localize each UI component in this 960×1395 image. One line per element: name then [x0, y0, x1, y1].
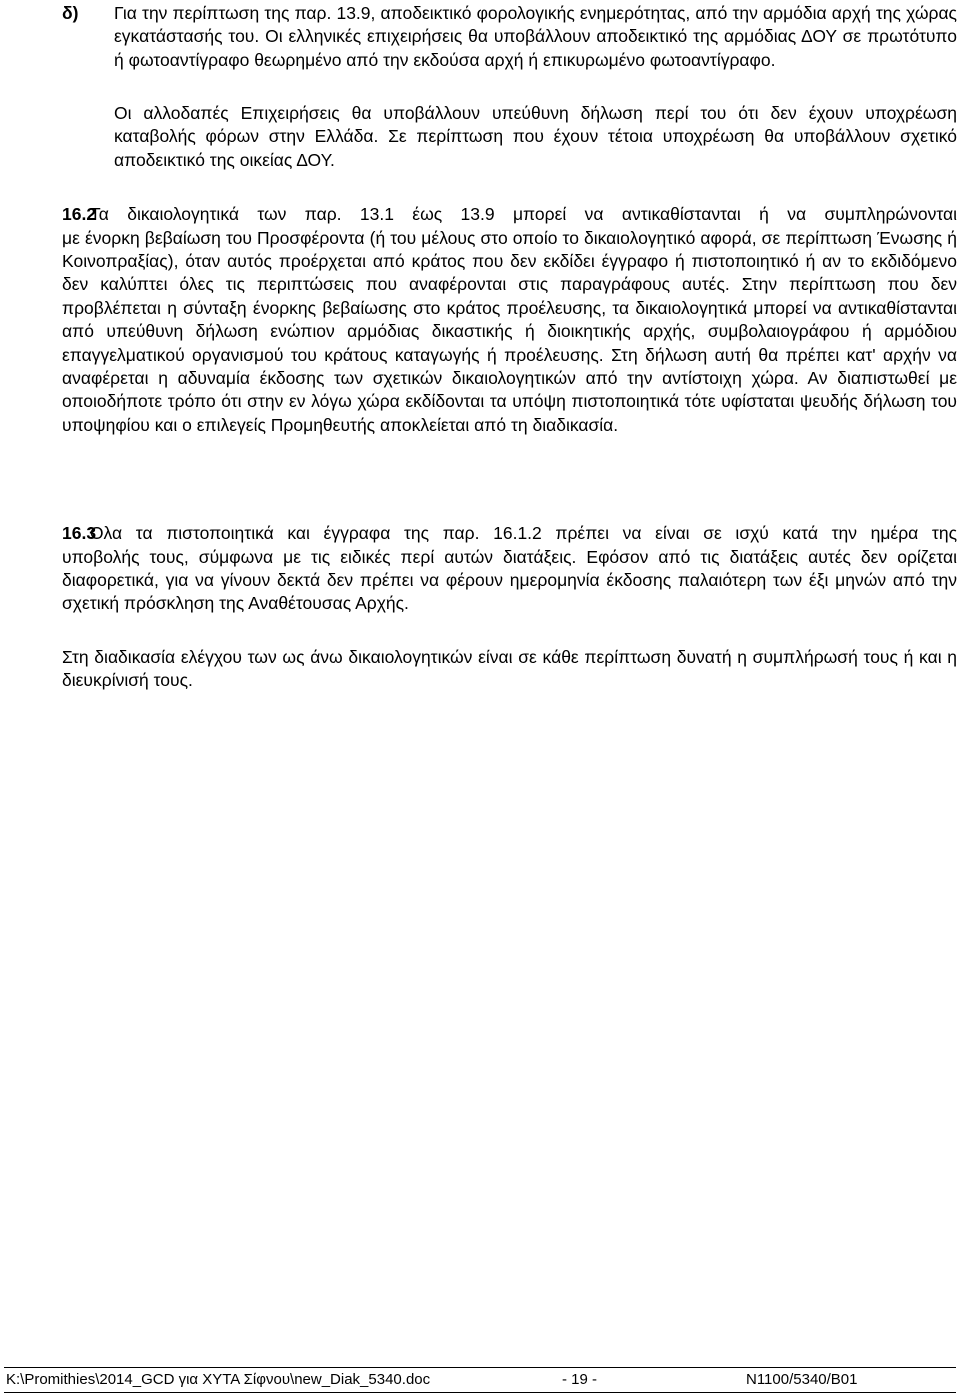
section-16-3-first-line: Όλα τα πιστοποιητικά και έγγραφα της παρ. 16.1.2 πρέπει να είναι σε ισχύ κατά την ημέρα της: [90, 523, 957, 543]
section-16-2-number: 16.2: [62, 204, 97, 224]
section-d-marker: δ): [62, 3, 79, 23]
footer-file-path: K:\Promithies\2014_GCD για ΧΥΤΑ Σίφνου\new_Diak_5340.doc: [6, 1371, 431, 1388]
section-16-2-text: με ένορκη βεβαίωση του Προσφέροντα (ή του μέλους στο οποίο το δικαιολογητικό αφορά, σε περίπτωση Ένωσης ή Κοινοπραξίας), όταν αυτός προέρχεται από κράτος που δεν εκδίδει έγγραφο ή πιστοποιητικό ή αν το εκδιδόμενο δεν καλύπτει όλες τις περιπτώσεις που αναφέρονται στις παραγράφους αυτές. Στην περίπτωση που δεν προβλέπεται η σύνταξη ένορκης βεβαίωσης στο κράτος προέλευσης, τα δικαιολογητικά μπορεί να αντικαθίστανται από υπεύθυνη δήλωση ενώπιον αρμόδιας δικαστικής ή διοικητικής αρχής, συμβολαιογράφου ή αρμόδιου επαγγελματικού οργανισμού του κράτους καταγωγής ή προέλευσης. Στη δήλωση αυτή θα πρέπει κατ' αρχήν να αναφέρεται η αδυναμία έκδοσης των σχετικών δικαιολογητικών από την αντίστοιχη χώρα. Αν διαπιστωθεί με οποιοδήποτε τρόπο ότι στην εν λόγω χώρα εκδίδονται τα υπόψη πιστοποιητικά τότε υφίσταται ψευδής δήλωση του υποψηφίου και ο επιλεγείς Προμηθευτής αποκλείεται από τη διαδικασία.: [62, 227, 957, 435]
section-16-3-text: υποβολής τους, σύμφωνα με τις ειδικές περί αυτών διατάξεις. Εφόσον από τις διατάξεις αυτές δεν ορίζεται διαφορετικά, για να γίνουν δεκτά δεν πρέπει να φέρουν ημερομηνία έκδοσης παλαιότερη των έξι μηνών από την σχετική πρόσκληση της Αναθέτουσας Αρχής.: [62, 546, 957, 614]
page-footer: [4, 1367, 956, 1393]
footer-page-number: - 19 -: [562, 1371, 598, 1388]
section-16-3-number: 16.3: [62, 523, 97, 543]
section-d-paragraph-1: Για την περίπτωση της παρ. 13.9, αποδεικτικό φορολογικής ενημερότητας, από την αρμόδια αρχή της χώρας εγκατάστασής του. Οι ελληνικές επιχειρήσεις θα υποβάλλουν αποδεικτικό της αρμόδιας ΔΟΥ σε πρωτότυπο ή φωτοαντίγραφο θεωρημένο από την εκδούσα αρχή ή επικυρωμένο φωτοαντίγραφο.: [114, 3, 957, 70]
closing-paragraph: Στη διαδικασία ελέγχου των ως άνω δικαιολογητικών είναι σε κάθε περίπτωση δυνατή η συμπλήρωσή τους ή και η διευκρίνισή τους.: [62, 647, 957, 691]
section-d-paragraph-2: Οι αλλοδαπές Επιχειρήσεις θα υποβάλλουν υπεύθυνη δήλωση περί του ότι δεν έχουν υποχρέωση καταβολής φόρων στην Ελλάδα. Σε περίπτωση που έχουν τέτοια υποχρέωση θα υποβάλλουν σχετικό αποδεικτικό της οικείας ΔΟΥ.: [114, 103, 957, 170]
section-16-2-first-line: Τα δικαιολογητικά των παρ. 13.1 έως 13.9 μπορεί να αντικαθίστανται ή να συμπληρώνονται: [90, 204, 957, 224]
footer-document-reference: N1100/5340/B01: [746, 1371, 858, 1388]
